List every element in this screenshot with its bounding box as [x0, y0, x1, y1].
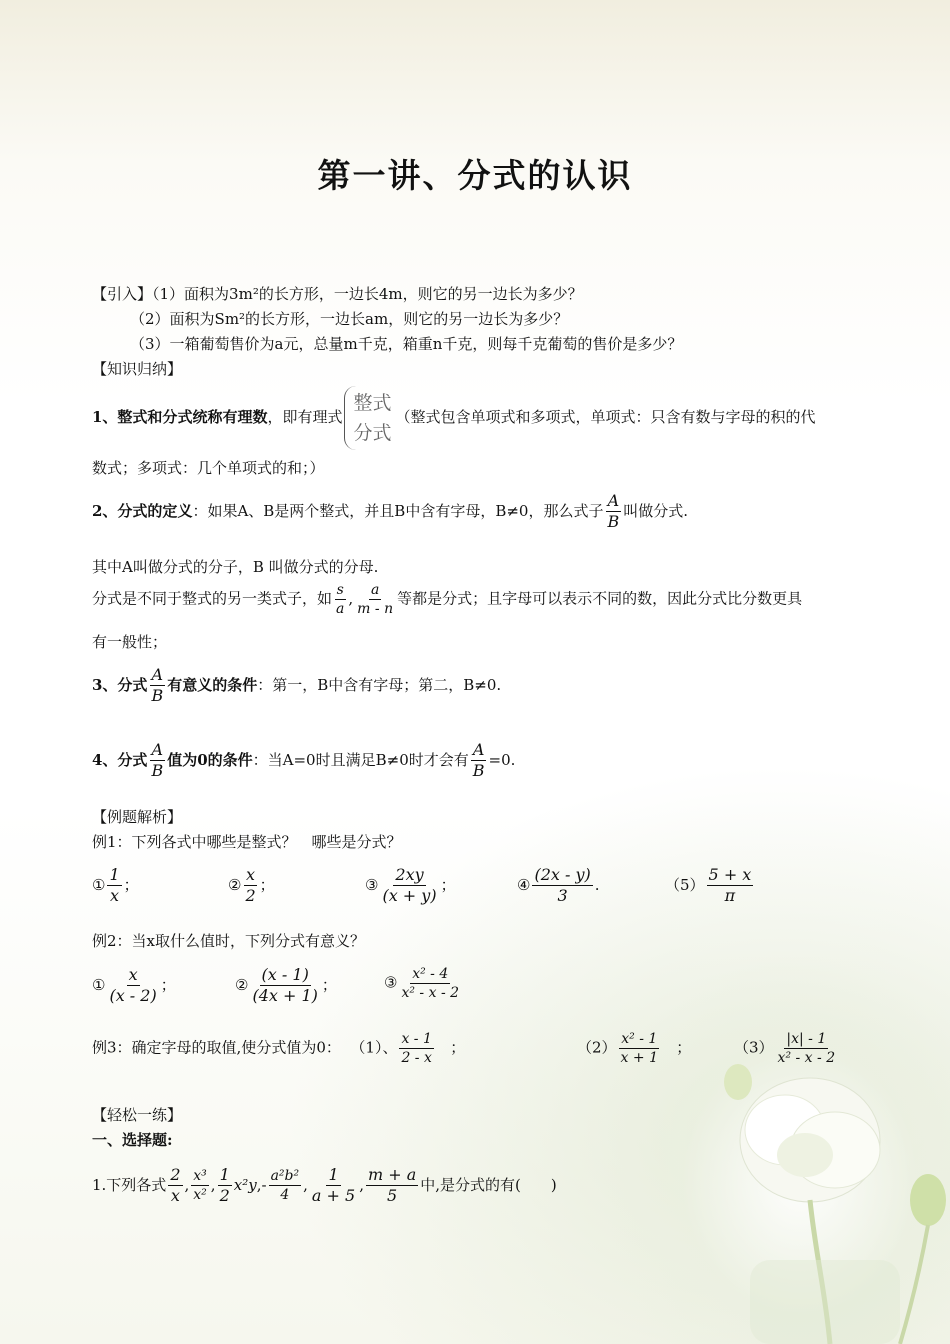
kp2-line-2: 其中A叫做分式的分子，B 叫做分式的分母.: [92, 558, 379, 576]
kp2-text: ：如果A、B是两个整式，并且B中含有字母，B≠0，那么式子: [192, 501, 604, 520]
ex2-item-2: ② $\frac{(x - 1)}{(4x + 1)}$ ；: [235, 965, 337, 1006]
ex1-item-5: （5） $\frac{5 + x}{\pi}$: [665, 865, 752, 906]
brace-item-fraction: 分式: [353, 422, 392, 444]
fraction: $\frac{x}{2}$: [245, 865, 256, 906]
fraction: $\frac{m + a}{5}$: [367, 1165, 417, 1206]
intro-q3: （3）一箱葡萄售价为a元，总量m千克，箱重n千克，则每千克葡萄的售价是多少？: [130, 335, 683, 353]
fraction-a-over-m-n: $\frac{a}{m - n}$: [357, 582, 394, 618]
ex1-item-1: ① $\frac{1}{x}$ ；: [92, 865, 139, 906]
ex1-item-2: ② $\frac{x}{2}$ ；: [228, 865, 275, 906]
fraction: $\frac{(2x - y)}{3}$: [534, 865, 591, 906]
fraction: $\frac{2}{x}$: [170, 1165, 181, 1206]
fraction: $\frac{1}{2}$: [219, 1165, 230, 1206]
fraction-a-over-b: $\frac{A}{B}$: [151, 665, 164, 706]
ex1-item-4: ④ $\frac{(2x - y)}{3}$ .: [517, 865, 600, 906]
knowledge-point-3: 3、分式 $\frac{A}{B}$ 有意义的条件：第一，B中含有字母；第二，B≠0.: [92, 665, 502, 706]
fraction: $\frac{2xy}{(x + y)}$: [382, 865, 437, 906]
intro-q2: （2）面积为Sm²的长方形，一边长am，则它的另一边长为多少？: [130, 310, 569, 328]
knowledge-point-2: [92, 492, 688, 532]
fraction: $\frac{1}{a + 5}$: [311, 1165, 356, 1206]
kp2-tail: 叫做分式.: [623, 501, 689, 520]
fraction: $\frac{(x - 1)}{(4x + 1)}$: [252, 965, 318, 1006]
practice-question-1: 1.下列各式 $\frac{2}{x}$ , $\frac{\text{x³}}{\text{x²}}$ , $\frac{1}{2}$ x²y,- $\frac{\text{a²b²}}{4}$ , $\frac{1}{a + 5}$ , $\frac{m + a}{5}$ 中,是分式的有( ): [92, 1165, 557, 1206]
example-3: 例3：确定字母的取值,使分式值为0： （1）、 $\frac{x - 1}{2 - x}$ ；: [92, 1031, 466, 1067]
kp1-tail: （整式包含单项式和多项式，单项式：只含有数与字母的积的代: [395, 408, 816, 426]
brace-item-integral: 整式: [353, 392, 392, 414]
ex3-item-2: （2） $\frac{\text{x² - 1}}{x + 1}$ ；: [577, 1031, 692, 1067]
section-multiple-choice: 一、选择题:: [92, 1131, 173, 1149]
fraction: $\frac{|x| - 1}{\text{x² - x - 2}}$: [777, 1031, 836, 1067]
intro-label: 【引入】: [92, 285, 153, 303]
ex3-item-3: （3） $\frac{|x| - 1}{\text{x² - x - 2}}$: [734, 1031, 836, 1067]
examples-label: 【例题解析】: [92, 808, 183, 826]
knowledge-label: 【知识归纳】: [92, 360, 183, 378]
kp1-bold: 1、整式和分式统称有理数: [92, 408, 268, 426]
kp1-text: ，即有理式: [267, 408, 343, 426]
fraction: $\frac{5 + x}{\pi}$: [708, 865, 752, 906]
flower-illustration: [690, 1060, 950, 1344]
kp2-bold: 2、分式的定义: [92, 501, 193, 520]
intro-q1: （1）面积为3m²的长方形，一边长4m，则它的另一边长为多少？: [152, 285, 583, 303]
kp2-line-3: 分式是不同于整式的另一类式子，如 $\frac{s}{a}$ , $\frac{a}{m - n}$ 等都是分式；且字母可以表示不同的数，因此分式比分数更具: [92, 582, 803, 618]
fraction: $\frac{\text{x² - 1}}{x + 1}$: [620, 1031, 658, 1067]
example-1: 例1：下列各式中哪些是整式？ 哪些是分式？: [92, 833, 402, 851]
rational-brace: [344, 386, 395, 450]
fraction: $\frac{x - 1}{2 - x}$: [401, 1031, 432, 1067]
fraction: $\frac{x}{(x - 2)}$: [109, 965, 157, 1006]
fraction-a-over-b: $\frac{A}{B}$: [472, 740, 485, 781]
kp1-continued: 数式；多项式：几个单项式的和；）: [92, 459, 325, 477]
practice-label: 【轻松一练】: [92, 1106, 183, 1124]
fraction: $\frac{\text{a²b²}}{4}$: [270, 1168, 300, 1204]
ex2-item-1: ① $\frac{x}{(x - 2)}$ ；: [92, 965, 176, 1006]
kp2-line-4: 有一般性；: [92, 633, 168, 651]
intro-line-1: [92, 283, 583, 304]
fraction-a-over-b: $\frac{A}{B}$: [151, 740, 164, 781]
fraction: $\frac{\text{x³}}{\text{x²}}$: [193, 1168, 207, 1204]
fraction-a-over-b: $\frac{A}{B}$: [607, 491, 620, 532]
fraction: $\frac{1}{x}$: [109, 865, 120, 906]
knowledge-point-4: 4、分式 $\frac{A}{B}$ 值为0的条件：当A=0时且满足B≠0时才会有 $\frac{A}{B}$ =0.: [92, 740, 516, 781]
page-title: 第一讲、分式的认识: [317, 156, 633, 195]
example-2: 例2：当x取什么值时，下列分式有意义？: [92, 932, 366, 950]
knowledge-point-1: [92, 386, 816, 450]
ex1-item-3: ③ $\frac{2xy}{(x + y)}$ ；: [365, 865, 456, 906]
fraction-s-over-a: $\frac{s}{a}$: [336, 582, 345, 618]
ex2-item-3: ③ $\frac{\text{x² - 4}}{\text{x² - x - 2}}$: [384, 966, 460, 1002]
fraction: $\frac{\text{x² - 4}}{\text{x² - x - 2}}$: [401, 966, 460, 1002]
